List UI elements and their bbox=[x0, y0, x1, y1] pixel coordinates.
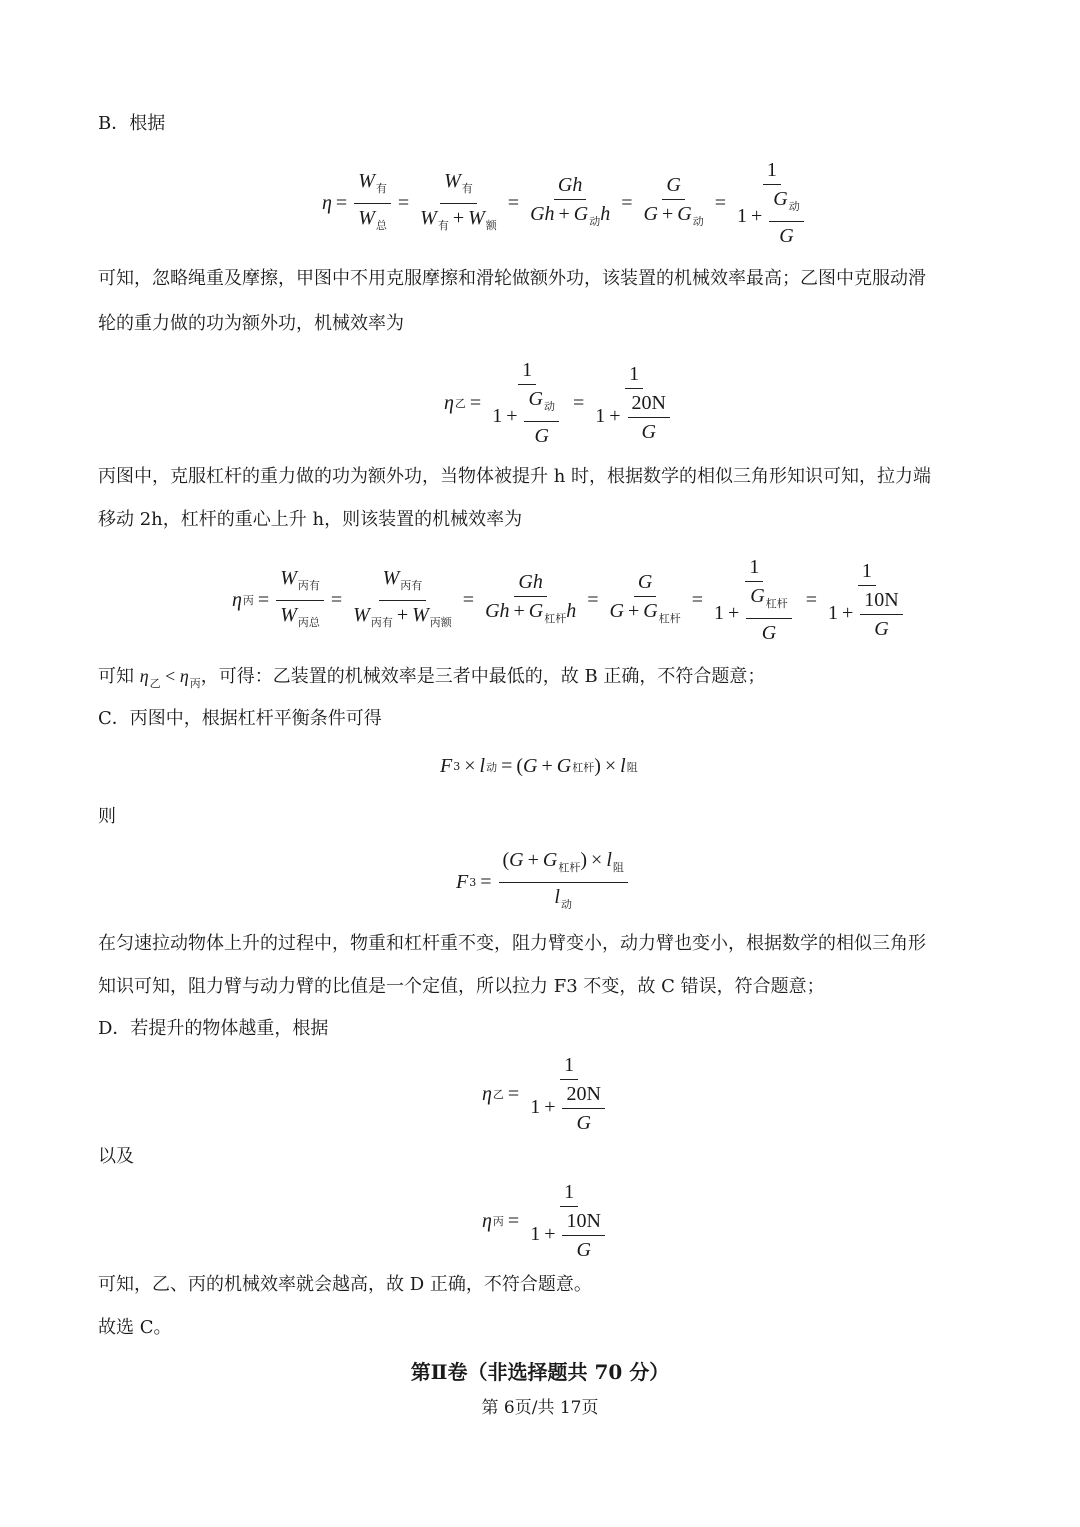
paragraph-d-conclusion: 可知，乙、丙的机械效率就会越高，故 D 正确，不符合题意。 bbox=[98, 1274, 592, 1295]
text-answer: 故选 C。 bbox=[98, 1317, 172, 1338]
paragraph-bing-2: 移动 2h，杠杆的重心上升 h，则该装置的机械效率为 bbox=[98, 509, 523, 530]
section-c-label: C．丙图中，根据杠杆平衡条件可得 bbox=[98, 708, 382, 729]
text-then: 则 bbox=[98, 806, 116, 827]
paragraph-b-2: 轮的重力做的功为额外功，机械效率为 bbox=[98, 313, 404, 334]
text-and: 以及 bbox=[98, 1146, 134, 1167]
paragraph-compare: 可知 $\eta_乙 < \eta_丙$，可得：乙装置的机械效率是三者中最低的，故 B 正确，不符合题意； bbox=[98, 666, 766, 690]
paragraph-c-2: 知识可知，阻力臂与动力臂的比值是一个定值，所以拉力 F3 不变，故 C 错误，符合题意； bbox=[98, 976, 825, 997]
equation-eta-bing-d: η 丙 = 1 1 + $\frac{10N}{G}$ bbox=[482, 1180, 615, 1262]
section-b-label: B．根据 bbox=[98, 113, 166, 134]
equation-lever-balance: F 3 × l 动 = ( G + G 杠杆 ) × l 阻 bbox=[440, 755, 638, 777]
page-footer: 第 6页/共 17页 bbox=[481, 1398, 599, 1418]
section-heading: 第Ⅱ卷（非选择题共 70 分） bbox=[410, 1360, 670, 1384]
paragraph-bing-1: 丙图中，克服杠杆的重力做的功为额外功，当物体被提升 h 时，根据数学的相似三角形知识可知，拉力端 bbox=[98, 466, 932, 487]
paragraph-b-1: 可知，忽略绳重及摩擦，甲图中不用克服摩擦和滑轮做额外功，该装置的机械效率最高；乙图中克服动滑 bbox=[98, 268, 926, 289]
eta-symbol: η bbox=[322, 191, 332, 214]
section-d-label: D．若提升的物体越重，根据 bbox=[98, 1018, 329, 1039]
equation-efficiency-yi: η 乙 = 1 1 + $\frac{G_动}{G}$ = 1 1 + $\frac{20N}{G}$ bbox=[444, 358, 680, 448]
equation-efficiency-bing: η 丙 = $\frac{W_{丙有}}{W_{丙总}}$ = $\frac{W_{丙有}}{W_{丙有} + W_{丙额}}$ = $\frac{Gh}{Gh + G_{杠杆}h}$ = $\frac{G}{G + G_{杠杆}}$ = 1 1 + $\frac{G_{杠杆}}{G}$ = 1 1 + $\frac{10N}{G}$ bbox=[232, 555, 913, 645]
equation-eta-yi-d: η 乙 = 1 1 + $\frac{20N}{G}$ bbox=[482, 1053, 615, 1135]
equation-force-f3: F 3 = $\frac{(G + G_{杠杆}) \times l_阻}{l_动}$ bbox=[456, 848, 631, 917]
paragraph-c-1: 在匀速拉动物体上升的过程中，物重和杠杆重不变，阻力臂变小，动力臂也变小，根据数学的相似三角形 bbox=[98, 933, 926, 954]
equation-efficiency-general: η = $\frac{W_有}{W_总}$ = $\frac{W_有}{W_有 + W_额}$ = $\frac{Gh}{Gh + G_动h}$ = $\frac{G}{G + G_动}$ = 1 1 + $\frac{G_动}{G}$ bbox=[322, 158, 814, 248]
